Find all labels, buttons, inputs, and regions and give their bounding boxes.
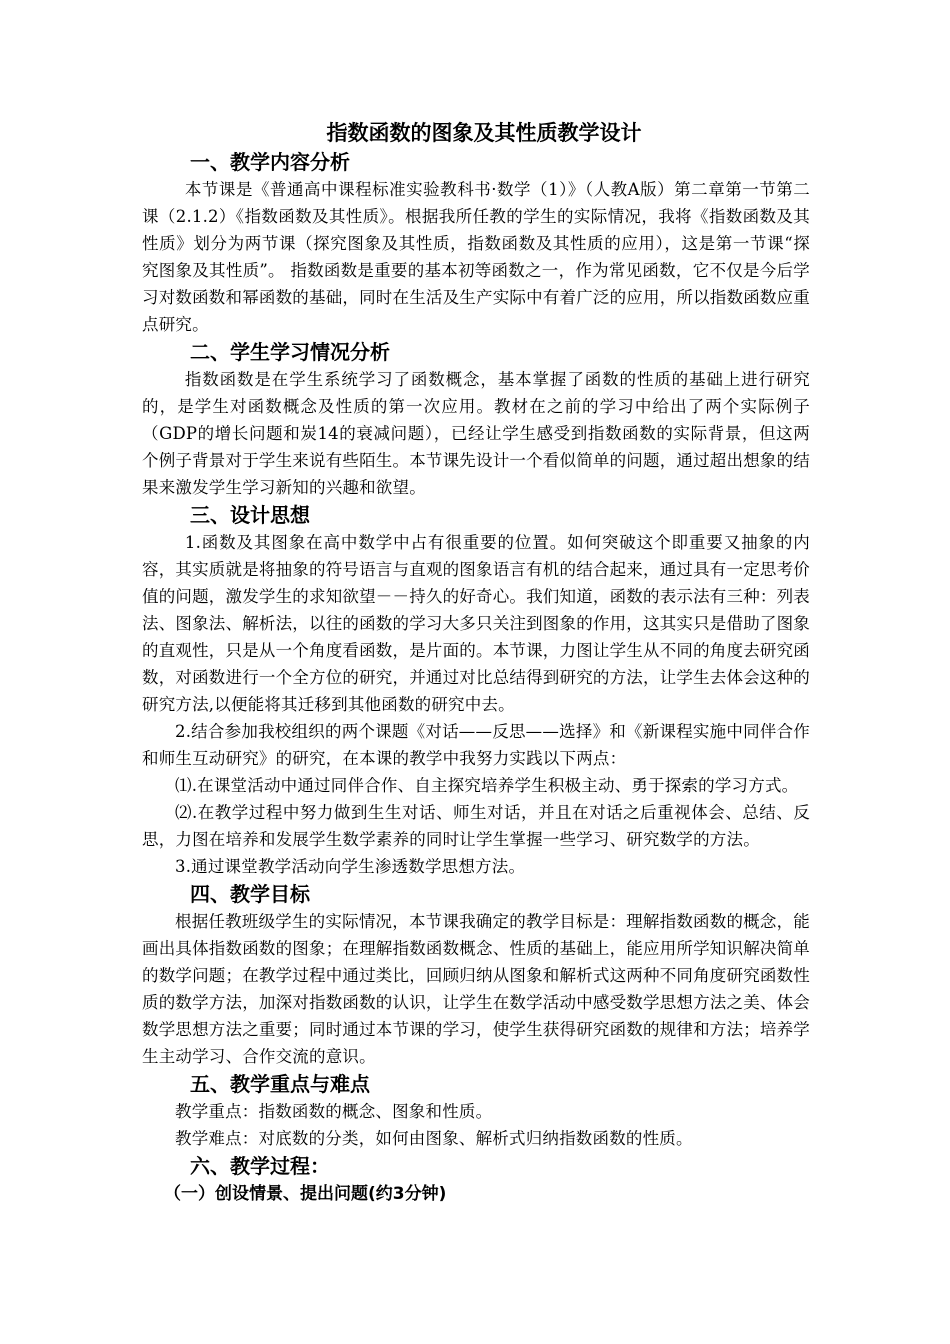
paragraph: ⑵.在教学过程中努力做到生生对话、师生对话，并且在对话之后重视体会、总结、反思，力图在培养和发展学生数学素养的同时让学生掌握一些学习、研究数学的方法。	[142, 803, 810, 849]
paragraph: 2.结合参加我校组织的两个课题《对话——反思——选择》和《新课程实施中同伴合作和师生互动研究》的研究，在本课的教学中我努力实践以下两点：	[142, 722, 810, 768]
paragraph: 本节课是《普通高中课程标准实验教科书·数学（1）》（人教A版）第二章第一节第二课（2.1.2）《指数函数及其性质》。根据我所任教的学生的实际情况，我将《指数函数及其性质》划分为两节课（探究图象及其性质，指数函数及其性质的应用），这是第一节课“探究图象及其性质”。 指数函数是重要的基本初等函数之一，作为常见函数，它不仅是今后学习对数函数和幂函数的基础，同时在生活及生产实际中有着广泛的应用，所以指数函数应重点研究。	[142, 180, 810, 334]
section-heading-key-points: 五、教学重点与难点	[190, 1072, 370, 1096]
paragraph: 教学难点：对底数的分类，如何由图象、解析式归纳指数函数的性质。	[175, 1129, 693, 1148]
subsection-heading: （一）创设情景、提出问题(约3分钟)	[164, 1184, 447, 1204]
paragraph: ⑴.在课堂活动中通过同伴合作、自主探究培养学生积极主动、勇于探索的学习方式。	[175, 776, 799, 795]
paragraph: 指数函数是在学生系统学习了函数概念，基本掌握了函数的性质的基础上进行研究的，是学生对函数概念及性质的第一次应用。教材在之前的学习中给出了两个实际例子（GDP的增长问题和炭14的衰减问题），已经让学生感受到指数函数的实际背景，但这两个例子背景对于学生来说有些陌生。本节课先设计一个看似简单的问题，通过超出想象的结果来激发学生学习新知的兴趣和欲望。	[142, 370, 810, 497]
paragraph: 3.通过课堂教学活动向学生渗透数学思想方法。	[175, 857, 526, 876]
document-title: 指数函数的图象及其性质教学设计	[326, 121, 642, 145]
section-heading-teaching-goals: 四、教学目标	[190, 882, 310, 906]
document-content	[142, 118, 810, 1208]
paragraph: 教学重点：指数函数的概念、图象和性质。	[175, 1102, 493, 1121]
section-heading-content-analysis: 一、教学内容分析	[190, 150, 350, 174]
section-heading-design-ideas: 三、设计思想	[190, 503, 310, 527]
section-heading-student-analysis: 二、学生学习情况分析	[190, 340, 390, 364]
paragraph: 1.函数及其图象在高中数学中占有很重要的位置。如何突破这个即重要又抽象的内容，其实质就是将抽象的符号语言与直观的图象语言有机的结合起来，通过具有一定思考价值的问题，激发学生的求知欲望－－持久的好奇心。我们知道，函数的表示法有三种：列表法、图象法、解析法，以往的函数的学习大多只关注到图象的作用，这其实只是借助了图象的直观性，只是从一个角度看函数，是片面的。本节课，力图让学生从不同的角度去研究函数，对函数进行一个全方位的研究，并通过对比总结得到研究的方法，让学生去体会这种的研究方法,以便能将其迁移到其他函数的研究中去。	[142, 533, 810, 714]
section-heading-teaching-process: 六、教学过程：	[190, 1154, 330, 1178]
paragraph: 根据任教班级学生的实际情况，本节课我确定的教学目标是：理解指数函数的概念，能画出具体指数函数的图象；在理解指数函数概念、性质的基础上，能应用所学知识解决简单的数学问题；在教学过程中通过类比，回顾归纳从图象和解析式这两种不同角度研究函数性质的数学方法，加深对指数函数的认识，让学生在数学活动中感受数学思想方法之美、体会数学思想方法之重要；同时通过本节课的学习，使学生获得研究函数的规律和方法；培养学生主动学习、合作交流的意识。	[142, 912, 810, 1066]
